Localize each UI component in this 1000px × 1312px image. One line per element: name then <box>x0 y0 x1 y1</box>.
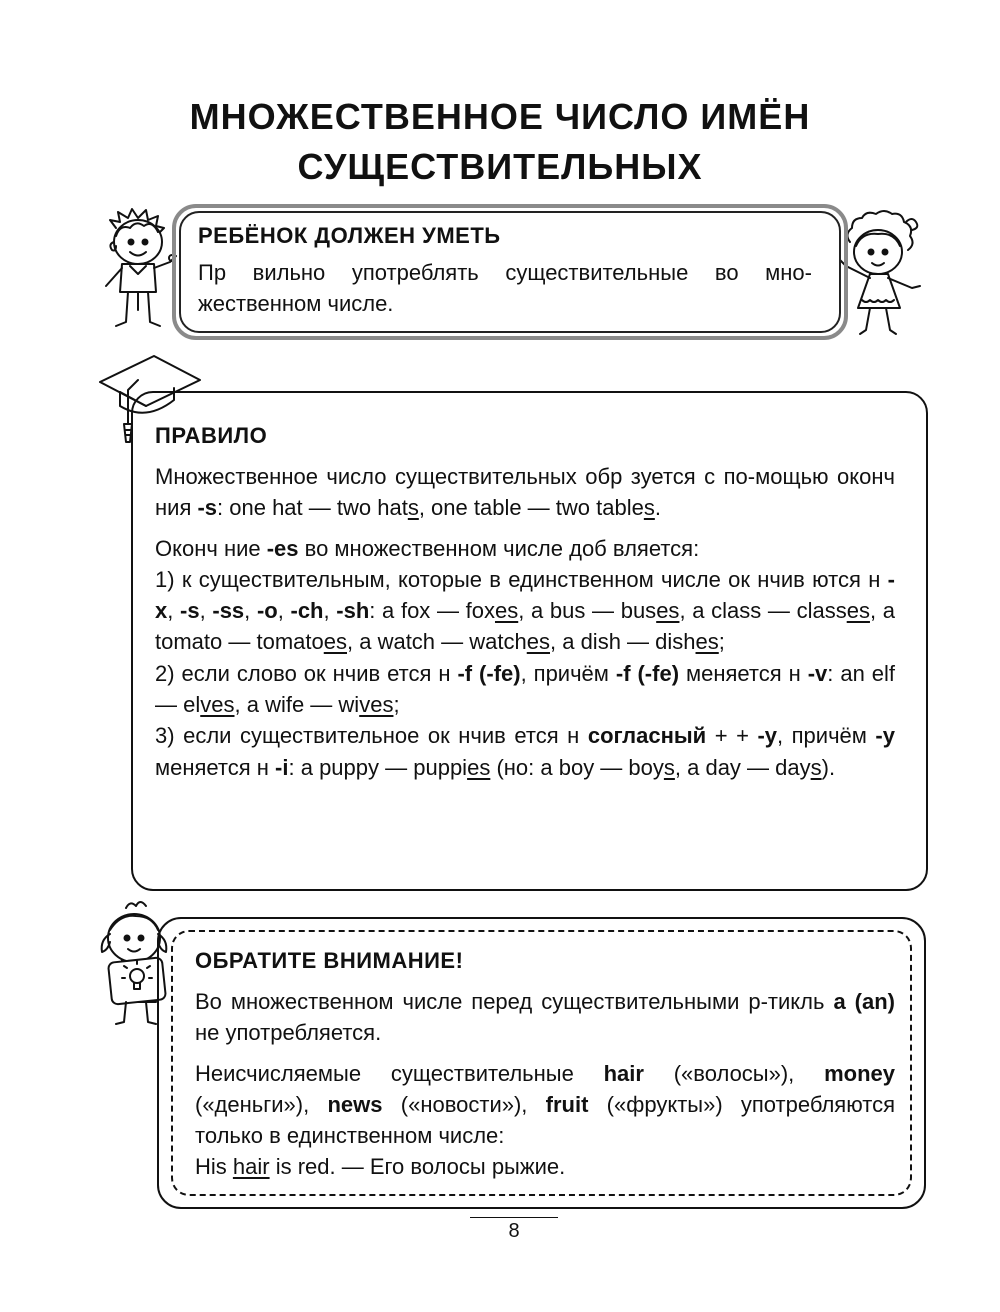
skill-text: Пр вильно употреблять существительные во мно-жественном числе. <box>198 260 812 317</box>
page-title-line-2: СУЩЕСТВИТЕЛЬНЫХ <box>297 146 703 187</box>
boy-icon <box>100 206 182 334</box>
rule-heading: ПРАВИЛО <box>155 423 268 448</box>
rule-item-3: 3) если существительное ок нчив ется н согласный + + -y, причём -y меняется н -i: a puppy — puppies (но: a boy — boys, a day — days). <box>155 723 895 780</box>
note-example: His hair is red. — Его волосы рыжие. <box>195 1154 566 1180</box>
note-body <box>195 986 895 1183</box>
page-number-rule <box>470 1217 558 1218</box>
page-title-line-1: МНОЖЕСТВЕННОЕ ЧИСЛО ИМЁН <box>189 96 811 137</box>
rule-es-line: Оконч ние -es во множественном числе доб вляется: <box>155 535 700 561</box>
note-paragraph-1: Во множественном числе перед существительными р-тикль a (an) не употребляется. <box>195 989 895 1046</box>
note-heading: ОБРАТИТЕ ВНИМАНИЕ! <box>195 948 464 973</box>
rule-intro: Множественное число существительных обр зуется с по-мощью оконч ния -s: one hat — two hats, one table — two tables. <box>155 464 895 521</box>
rule-item-1: 1) к существительным, которые в единственном числе ок нчив ются н -x, -s, -ss, -o, -ch, -sh: a fox — foxes, a bus — buses, a class — classes, a tomato — tomatoes, a watch — watches, a dish — dishes; <box>155 566 895 655</box>
rule-body <box>155 461 895 783</box>
rule-item-2: 2) если слово ок нчив ется н -f (-fe), причём -f (-fe) меняется н -v: an elf — elves, a wife — wives; <box>155 660 896 718</box>
skill-heading: РЕБЁНОК ДОЛЖЕН УМЕТЬ <box>198 223 501 248</box>
girl-icon <box>836 208 926 338</box>
page-number: 8 <box>508 1220 520 1242</box>
note-paragraph-2: Неисчисляемые существительные hair («волосы»), money («деньги»), news («новости»), fruit («фрукты») употребляются только в единственном числе: <box>195 1060 895 1149</box>
